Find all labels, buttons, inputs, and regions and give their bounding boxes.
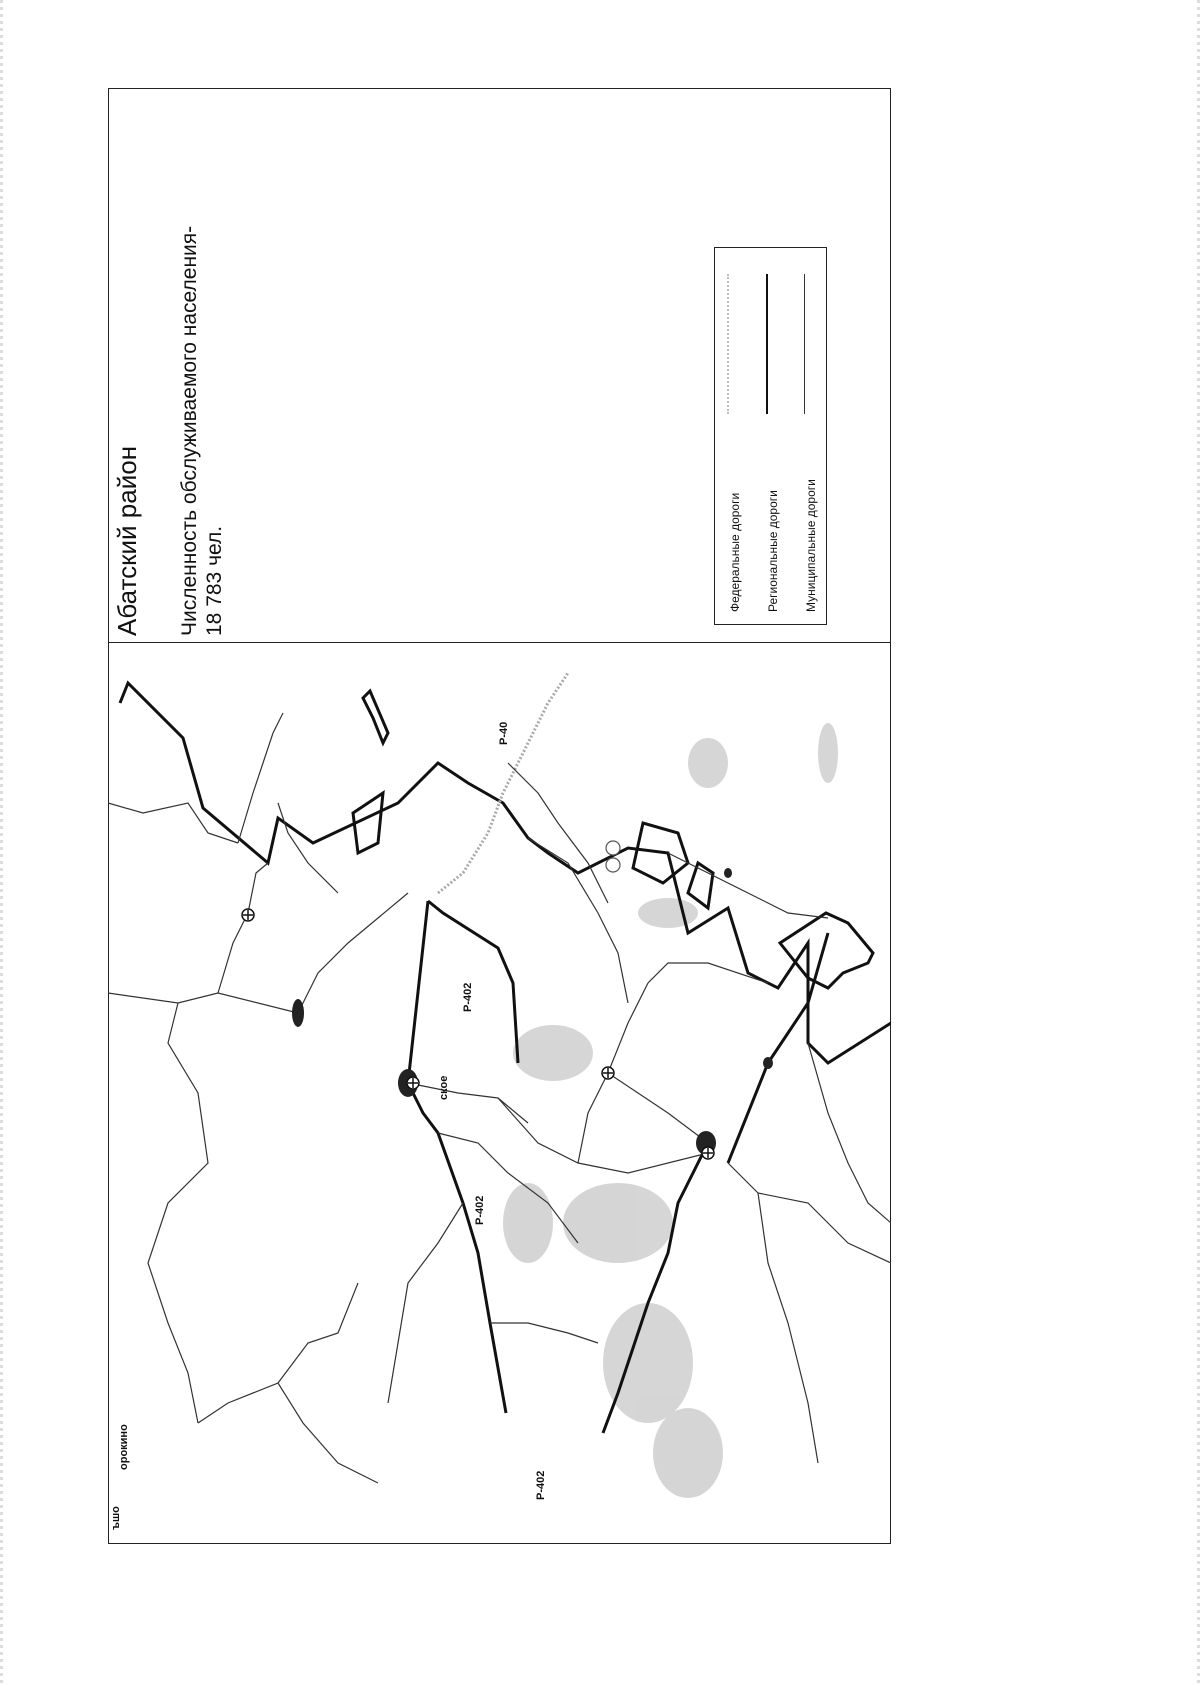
municipal-road [148,1003,208,1423]
terrain-patch [653,1408,723,1498]
terrain-patch [818,723,838,783]
road-label-r402-c: Р-402 [535,1470,547,1500]
boundary-island [363,691,388,743]
municipal-road [388,1203,463,1403]
municipal-road [278,803,338,893]
legend-line-regional [766,274,768,414]
legend-label-municipal: Муниципальные дороги [804,479,818,612]
terrain-patch [688,738,728,788]
legend-line-federal [727,274,729,414]
terrain-patch [603,1303,693,1423]
legend-label-regional: Региональные дороги [766,490,780,612]
settlement [763,1057,773,1069]
road-label-r402-a: Р-402 [462,982,474,1012]
terrain-patches [503,723,838,1498]
municipal-road [498,1098,708,1173]
municipal-road [808,1043,891,1223]
municipal-road [278,1383,378,1483]
terrain-patch [513,1025,593,1081]
legend-line-municipal [804,274,805,414]
population-line-1: Численность обслуживаемого населения- [178,225,201,636]
road-label-r402-b: Р-402 [474,1195,486,1225]
lake [606,841,620,855]
federal-road [438,673,568,893]
population-line-2: 18 783 чел. [203,525,226,636]
settlement-markers [292,868,773,1155]
municipal-road [298,893,408,1013]
road-label-r402-d: Р-40 [498,721,510,745]
lake [606,858,620,872]
legend-label-federal: Федеральные дороги [728,492,742,612]
place-label-abatskoe: ское [438,1075,450,1100]
settlement [724,868,732,878]
settlement [292,999,304,1027]
terrain-patch [503,1183,553,1263]
district-title: Абатский район [112,445,142,636]
municipal-road [728,1163,891,1263]
hospital-cross-marks [243,910,713,1158]
municipal-road [758,1193,818,1463]
municipal-road [198,1283,358,1423]
road-map [108,643,891,1543]
terrain-patch [563,1183,673,1263]
place-label-sorokino: орокино [118,1424,130,1470]
municipal-road [218,863,268,993]
place-label-ishim: ъшо [110,1506,122,1530]
scan-edge-left [0,0,3,1686]
municipal-road [108,993,298,1013]
terrain-patch [638,898,698,928]
boundary-island [780,913,873,988]
municipal-road [608,1073,708,1143]
municipal-road [490,1323,598,1343]
